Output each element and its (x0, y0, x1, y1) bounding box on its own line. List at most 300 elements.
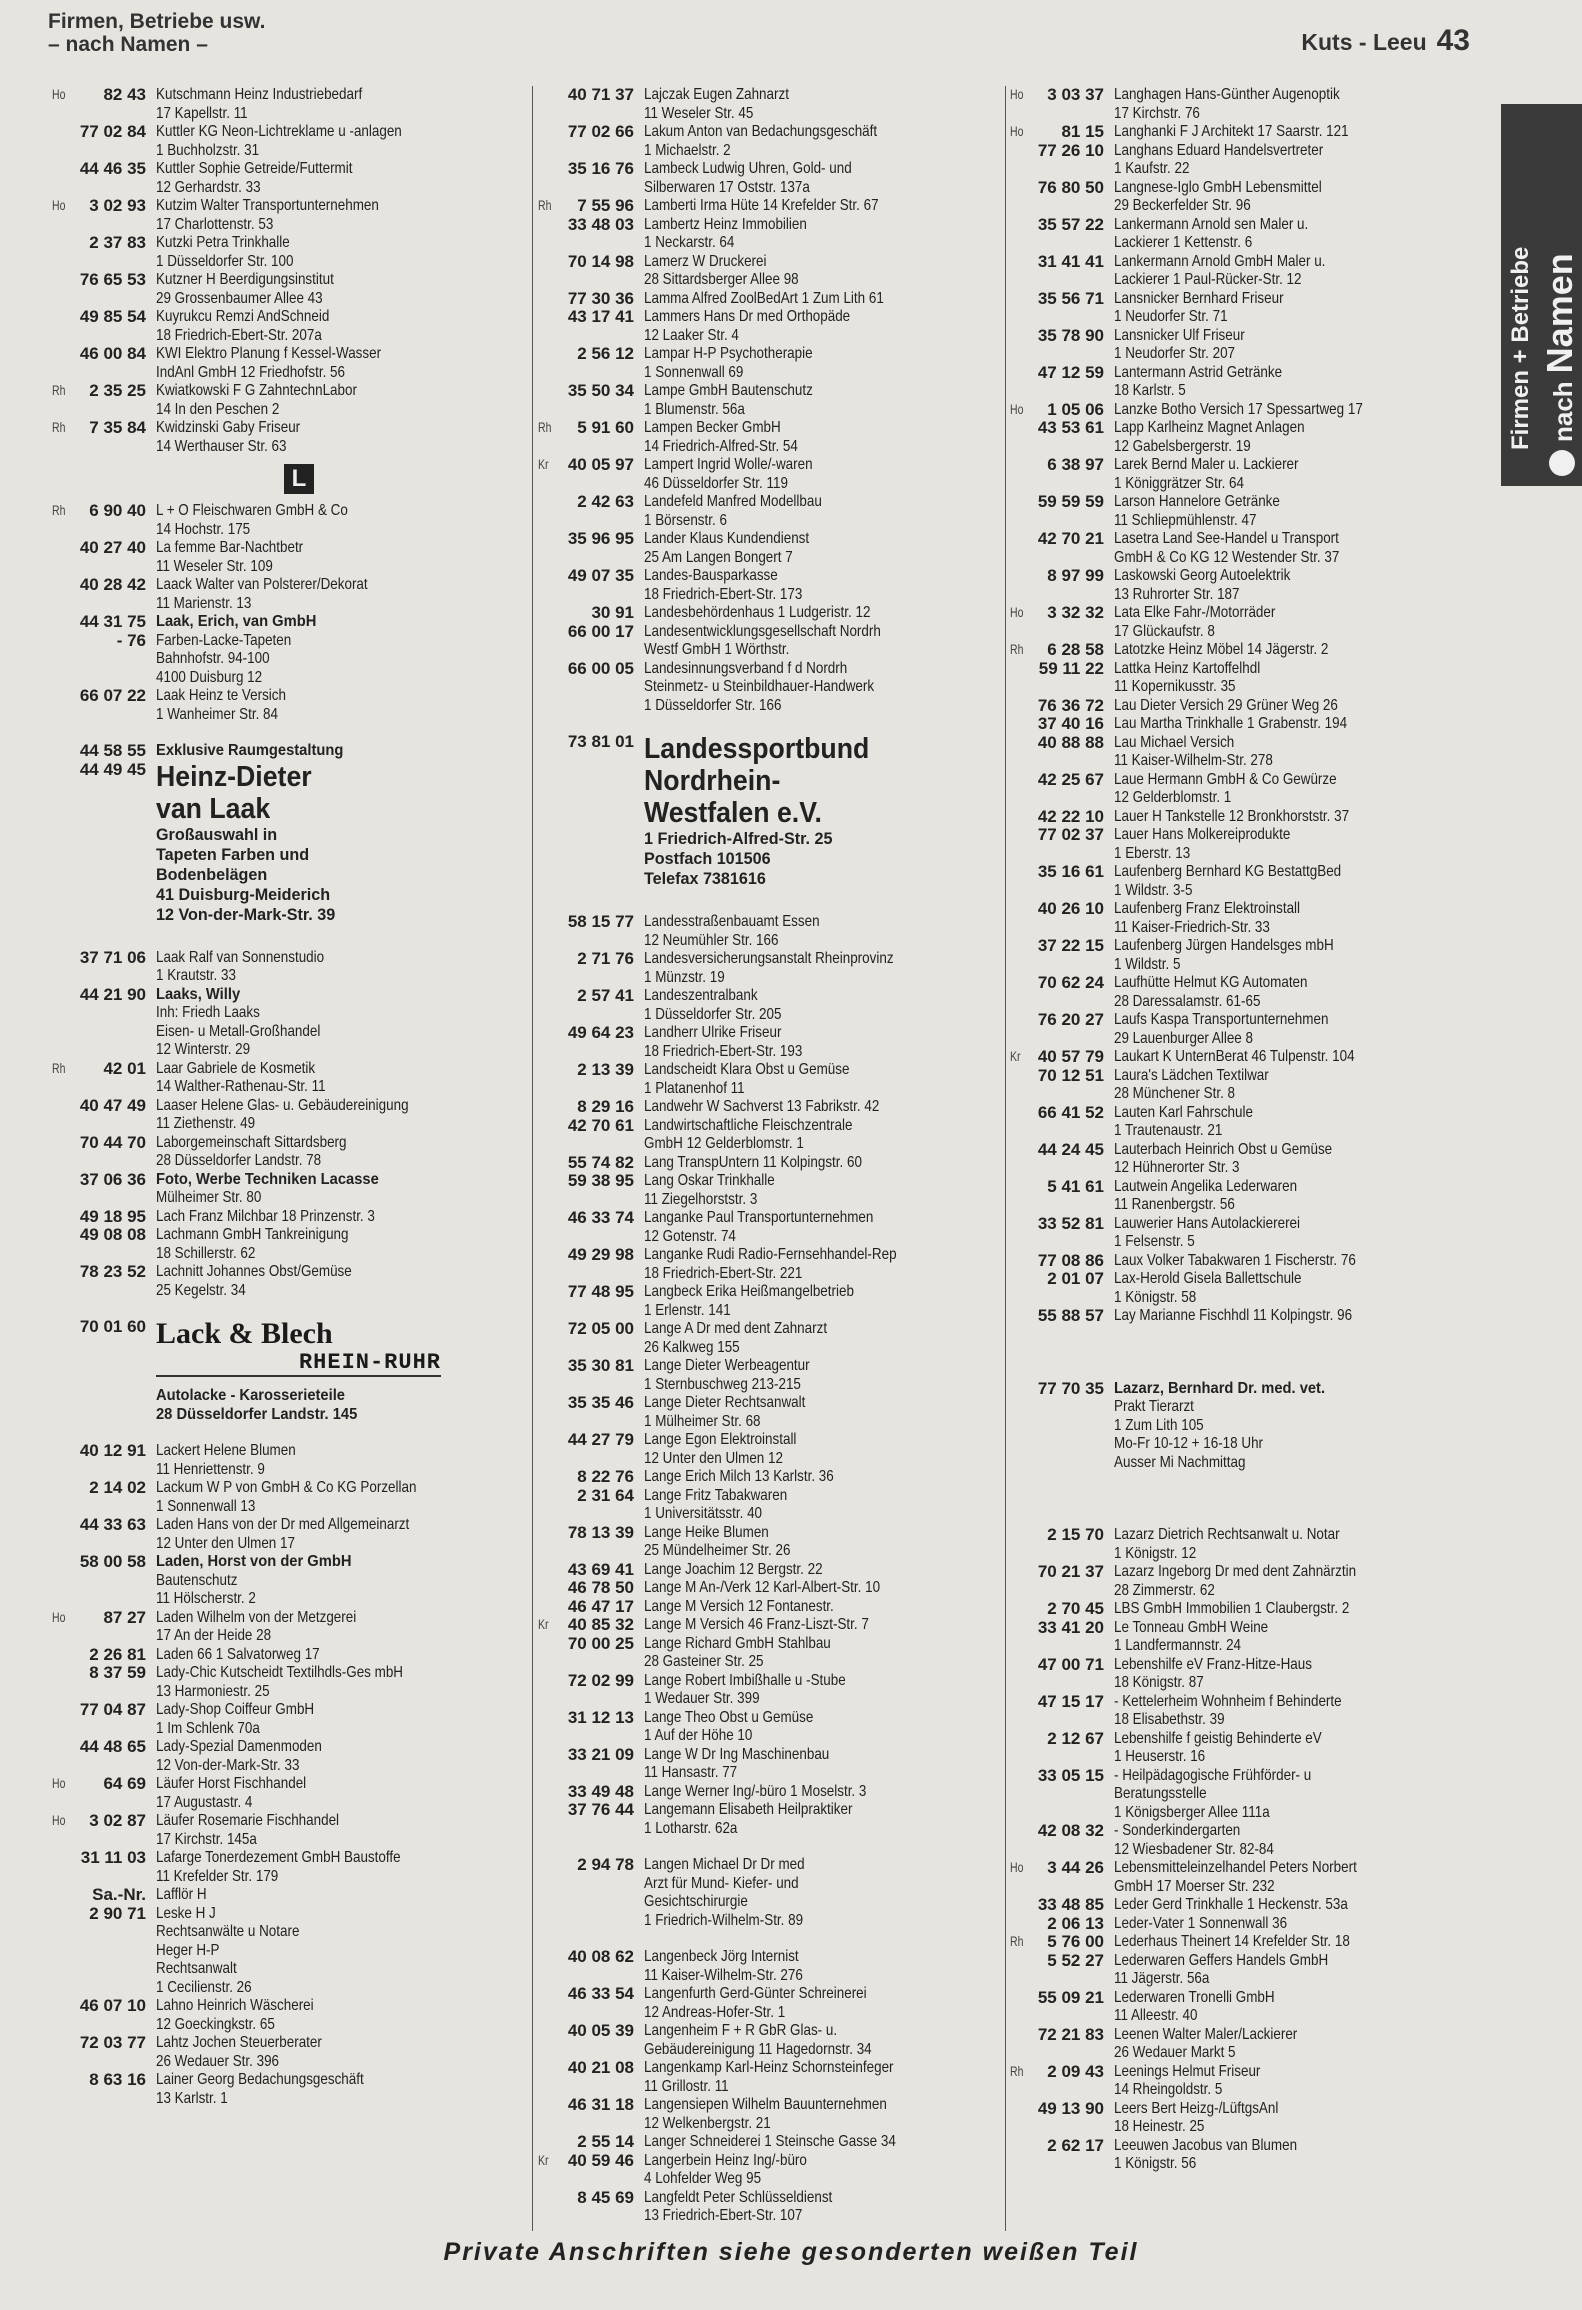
entry-detail: 25 Kegelstr. 34 (156, 1281, 246, 1299)
entry-detail: Bahnhofstr. 94-100 (156, 650, 270, 667)
entry-detail: 13 Harmoniestr. 25 (156, 1682, 270, 1700)
phone-number: 44 33 63 (79, 1515, 146, 1534)
directory-entry (538, 290, 998, 309)
entry-body (156, 1516, 522, 1553)
entry-detail: 12 Andreas-Hofer-Str. 1 (644, 2003, 786, 2021)
directory-entry (1010, 1178, 1490, 1215)
phone-number: 66 00 17 (567, 621, 634, 641)
directory-entry (538, 2189, 998, 2226)
entry-detail: 12 Gelderblomstr. 1 (1114, 789, 1232, 806)
entry-name: Langbeck Erika Heißmangelbetrieb (644, 1283, 854, 1300)
phone-number: 72 02 99 (567, 1670, 634, 1690)
entry-detail: 25 Mündelheimer Str. 26 (644, 1542, 791, 1559)
entry-body (644, 913, 998, 950)
entry-body (644, 253, 998, 290)
entry-detail: 11 Weseler Str. 109 (156, 557, 273, 575)
entry-body (1114, 2100, 1490, 2137)
spacer (538, 1838, 998, 1856)
entry-detail: 26 Kalkweg 155 (644, 1338, 740, 1356)
section-tab-nach: nach (1548, 381, 1578, 442)
entry-name: Langenkamp Karl-Heinz Schornsteinfeger (644, 2059, 894, 2076)
phone-number: 2 56 12 (577, 344, 634, 363)
phone-number: 76 80 50 (1037, 177, 1104, 197)
directory-entry (52, 1171, 522, 1208)
entry-detail: 1 Trautenaustr. 21 (1114, 1122, 1223, 1139)
entry-name: Laak Heinz te Versich (156, 687, 286, 704)
phone-number: 43 53 61 (1037, 418, 1104, 437)
entry-body (644, 216, 998, 253)
phone-number: 77 02 66 (567, 122, 634, 141)
entry-detail: 17 Kapellstr. 11 (156, 104, 248, 122)
entry-detail: 1 Königstr. 56 (1114, 2155, 1197, 2172)
directory-entry (1010, 86, 1490, 123)
entry-detail: 12 Gotenstr. 74 (644, 1227, 736, 1245)
phone-number: 33 21 09 (567, 1744, 634, 1764)
phone-number: 82 43 (103, 85, 146, 104)
entry-name: Lange Dieter Werbeagentur (644, 1357, 810, 1374)
entry-body (644, 1117, 998, 1154)
entry-body (156, 382, 522, 419)
entry-name: Leeuwen Jacobus van Blumen (1114, 2136, 1298, 2154)
entry-body (1114, 660, 1490, 697)
entry-detail: 18 Königstr. 87 (1114, 1674, 1204, 1691)
entry-name: Lay Marianne Fischhdl 11 Kolpingstr. 96 (1114, 1307, 1353, 1324)
entry-name: Laufenberg Jürgen Handelsges mbH (1114, 937, 1334, 954)
district-code: Ho (1010, 1859, 1024, 1875)
directory-entry (538, 419, 998, 456)
district-code: Ho (52, 197, 66, 213)
entry-name: Lansnicker Bernhard Friseur (1114, 289, 1284, 307)
phone-number: 49 07 35 (567, 566, 634, 585)
entry-name: Landesinnungsverband f d Nordrh (644, 659, 848, 677)
entry-detail: 1 Neckarstr. 64 (644, 234, 735, 251)
entry-name: Langen Michael Dr Dr med (644, 1856, 805, 1873)
entry-body (644, 1061, 998, 1098)
entry-detail: 11 Alleestr. 40 (1114, 2007, 1198, 2024)
phone-number: 49 18 95 (79, 1206, 146, 1226)
entry-detail: 18 Heinestr. 25 (1114, 2118, 1205, 2135)
entry-body (156, 234, 522, 271)
phone-number: 70 14 98 (567, 251, 634, 271)
entry-body (644, 2189, 998, 2226)
directory-entry (538, 1672, 998, 1709)
section-tab-namen: Namen (1539, 253, 1580, 374)
directory-entry (1010, 1600, 1490, 1619)
entry-name: Lattka Heinz Kartoffelhdl (1114, 659, 1261, 677)
directory-entry (52, 1701, 522, 1738)
phone-number: 2 70 45 (1047, 1599, 1104, 1618)
entry-body (644, 308, 998, 345)
entry-detail: 18 Friedrich-Ebert-Str. 193 (644, 1042, 803, 1060)
page-number: 43 (1436, 24, 1470, 57)
entry-name: Kutschmann Heinz Industriebedarf (156, 86, 363, 103)
entry-body (156, 1060, 522, 1097)
phone-number: 2 42 63 (577, 492, 634, 511)
phone-number: 77 08 86 (1037, 1250, 1104, 1270)
entry-body (644, 1635, 998, 1672)
entry-detail: 14 Werthauser Str. 63 (156, 437, 287, 455)
directory-entry (538, 123, 998, 160)
phone-number: 2 31 64 (577, 1485, 634, 1505)
district-code: Rh (52, 1059, 66, 1076)
entry-name: Lange Theo Obst u Gemüse (644, 1708, 814, 1726)
entry-detail: 28 Münchener Str. 8 (1114, 1085, 1236, 1102)
entry-body (644, 950, 998, 987)
entry-name: Laak, Erich, van GmbH (156, 613, 317, 630)
directory-entry (1010, 1011, 1490, 1048)
entry-body (1114, 734, 1490, 771)
entry-detail: 12 Gabelsbergerstr. 19 (1114, 437, 1251, 455)
entry-name: Lange Dieter Rechtsanwalt (644, 1394, 806, 1411)
directory-entry (52, 308, 522, 345)
entry-name: KWI Elektro Planung f Kessel-Wasser (156, 345, 382, 362)
entry-body (156, 1318, 522, 1424)
entry-body (644, 1431, 998, 1468)
entry-detail: 46 Düsseldorfer Str. 119 (644, 474, 788, 492)
district-code: Rh (538, 419, 552, 435)
page-range: Kuts - Leeu (1301, 29, 1427, 55)
entry-body (1114, 1896, 1490, 1915)
entry-detail: Gebäudereinigung 11 Hagedornstr. 34 (644, 2040, 872, 2058)
entry-name: Landesbehördenhaus 1 Ludgeristr. 12 (644, 604, 871, 621)
directory-entry (538, 1985, 998, 2022)
entry-detail: 26 Wedauer Str. 396 (156, 2052, 280, 2070)
district-code: Rh (1010, 2062, 1024, 2079)
directory-entry (1010, 715, 1490, 734)
phone-number: 37 22 15 (1037, 936, 1104, 955)
entry-name: Larek Bernd Maler u. Lackierer (1114, 456, 1299, 473)
directory-entry (538, 623, 998, 660)
directory-entry (1010, 1215, 1490, 1252)
directory-entry (1010, 1730, 1490, 1767)
entry-name: Langer Schneiderei 1 Steinsche Gasse 34 (644, 2133, 896, 2150)
directory-entry (538, 1098, 998, 1117)
entry-body (1114, 2063, 1490, 2100)
entry-name: Läufer Rosemarie Fischhandel (156, 1812, 340, 1829)
directory-entry (1010, 2100, 1490, 2137)
entry-detail: 1 Michaelstr. 2 (644, 141, 731, 159)
entry-detail: Beratungsstelle (1114, 1785, 1207, 1802)
header-category: Firmen, Betriebe usw. (48, 10, 266, 33)
directory-column-2 (538, 86, 998, 2226)
spacer (52, 724, 522, 742)
phone-number: 46 07 10 (79, 1996, 146, 2015)
directory-entry (1010, 179, 1490, 216)
directory-entry (538, 2059, 998, 2096)
entry-detail: 1 Krautstr. 33 (156, 967, 236, 984)
logo-text: Lack & Blech (156, 1317, 333, 1350)
entry-detail: 11 Marienstr. 13 (156, 594, 252, 612)
entry-name: Landwehr W Sachverst 13 Fabrikstr. 42 (644, 1098, 880, 1115)
entry-detail: Tapeten Farben und (156, 844, 310, 864)
directory-entry (1010, 1822, 1490, 1859)
district-code: Kr (538, 456, 549, 472)
directory-entry (538, 1487, 998, 1524)
phone-number: 44 24 45 (1037, 1139, 1104, 1159)
entry-detail: 1 Blumenstr. 56a (644, 400, 745, 418)
entry-name: Lauterbach Heinrich Obst u Gemüse (1114, 1140, 1333, 1158)
directory-entry (1010, 1104, 1490, 1141)
phone-number: 55 74 82 (567, 1152, 634, 1172)
entry-name: Lahtz Jochen Steuerberater (156, 2034, 322, 2051)
entry-name: Laufenberg Bernhard KG BestattgBed (1114, 863, 1342, 880)
directory-entry (538, 86, 998, 123)
header-subcategory: – nach Namen – (48, 33, 208, 56)
entry-detail: 1 Börsenstr. 6 (644, 511, 727, 529)
entry-name: LBS GmbH Immobilien 1 Claubergstr. 2 (1114, 1600, 1350, 1617)
phone-number: 35 57 22 (1037, 214, 1104, 234)
phone-number: 42 25 67 (1037, 769, 1104, 789)
entry-name: Lange Richard GmbH Stahlbau (644, 1634, 831, 1652)
directory-entry (52, 1208, 522, 1227)
entry-name: Lamerz W Druckerei (644, 252, 767, 270)
directory-entry (1010, 641, 1490, 660)
entry-body (1114, 1952, 1490, 1989)
directory-entry (52, 1664, 522, 1701)
directory-entry (1010, 771, 1490, 808)
entry-body (156, 1849, 522, 1886)
phone-number: 3 02 93 (89, 196, 146, 215)
entry-name: Lau Martha Trinkhalle 1 Grabenstr. 194 (1114, 715, 1348, 732)
entry-body (156, 1664, 522, 1701)
phone-number: 37 76 44 (567, 1800, 634, 1819)
entry-body (1114, 1526, 1490, 1563)
entry-name: Lampar H-P Psychotherapie (644, 345, 813, 362)
phone-number: 40 28 42 (79, 575, 146, 594)
entry-name: Lang Oskar Trinkhalle (644, 1172, 775, 1189)
entry-name: Kuttler KG Neon-Lichtreklame u -anlagen (156, 123, 402, 140)
entry-name: Lantermann Astrid Getränke (1114, 363, 1283, 381)
district-code: Ho (1010, 604, 1024, 620)
directory-entry (52, 345, 522, 382)
entry-name: Läufer Horst Fischhandel (156, 1775, 307, 1792)
directory-entry (52, 742, 522, 761)
directory-entry (1010, 530, 1490, 567)
entry-body (1114, 493, 1490, 530)
directory-entry (1010, 1563, 1490, 1600)
directory-entry (538, 1172, 998, 1209)
entry-body (644, 1948, 998, 1985)
entry-name: Kuttler Sophie Getreide/Futtermit (156, 160, 353, 177)
phone-number: 66 41 52 (1037, 1102, 1104, 1122)
entry-name: Leenen Walter Maler/Lackierer (1114, 2025, 1298, 2043)
entry-body (644, 1672, 998, 1709)
entry-detail: 25 Am Langen Bongert 7 (644, 548, 793, 566)
entry-detail: Telefax 7381616 (644, 869, 766, 888)
directory-entry (538, 1394, 998, 1431)
entry-name: Lampe GmbH Bautenschutz (644, 382, 813, 399)
entry-detail: 1 Münzstr. 19 (644, 968, 725, 986)
directory-entry (1010, 1526, 1490, 1563)
entry-body (644, 2059, 998, 2096)
entry-detail: 12 Von-der-Mark-Str. 39 (156, 904, 336, 924)
directory-entry (538, 2152, 998, 2189)
entry-name: Lange Werner Ing/-büro 1 Moselstr. 3 (644, 1782, 867, 1800)
directory-entry (1010, 900, 1490, 937)
entry-detail: 11 Kaiser-Wilhelm-Str. 278 (1114, 752, 1273, 769)
phone-number: 30 91 (591, 603, 634, 622)
directory-entry (1010, 937, 1490, 974)
entry-name: Laden Wilhelm von der Metzgerei (156, 1608, 357, 1626)
entry-name: Lachnitt Johannes Obst/Gemüse (156, 1263, 352, 1280)
entry-body (1114, 900, 1490, 937)
phone-number: 2 55 14 (577, 2132, 634, 2151)
directory-entry (538, 197, 998, 216)
directory-entry (538, 308, 998, 345)
directory-entry (1010, 974, 1490, 1011)
directory-entry (538, 1616, 998, 1635)
directory-entry (538, 1246, 998, 1283)
entry-body (644, 623, 998, 660)
phone-number: 58 15 77 (567, 912, 634, 931)
directory-entry (1010, 327, 1490, 364)
entry-detail: 1 Königsberger Allee 111a (1114, 1803, 1270, 1821)
directory-entry (52, 123, 522, 160)
entry-detail: 14 In den Peschen 2 (156, 400, 280, 418)
entry-name: Lau Dieter Versich 29 Grüner Weg 26 (1114, 696, 1338, 714)
entry-detail: 11 Krefelder Str. 179 (156, 1867, 279, 1885)
entry-name: Lax-Herold Gisela Ballettschule (1114, 1270, 1302, 1287)
entry-detail: 26 Wedauer Markt 5 (1114, 2044, 1236, 2061)
entry-body (1114, 364, 1490, 401)
entry-detail: 29 Grossenbaumer Allee 43 (156, 289, 323, 307)
entry-detail: 18 Friedrich-Ebert-Str. 221 (644, 1264, 803, 1282)
entry-body (156, 761, 522, 925)
directory-entry (52, 1849, 522, 1886)
directory-entry (538, 1783, 998, 1802)
entry-name: Kwidzinski Gaby Friseur (156, 419, 301, 436)
phone-number: 49 08 08 (79, 1225, 146, 1244)
entry-body (1114, 974, 1490, 1011)
entry-name: - Heilpädagogische Frühförder- u (1114, 1766, 1312, 1784)
entry-name: La femme Bar-Nachtbetr (156, 539, 304, 556)
phone-number: 59 38 95 (567, 1171, 634, 1190)
phone-number: 76 36 72 (1037, 695, 1104, 715)
entry-detail: 1 Erlenstr. 141 (644, 1301, 731, 1319)
entry-body (1114, 1600, 1490, 1619)
entry-name: Langenfurth Gerd-Günter Schreinerei (644, 1985, 867, 2002)
entry-body (644, 419, 998, 456)
entry-body (156, 345, 522, 382)
directory-entry (52, 1097, 522, 1134)
entry-name: Lange M Versich 12 Fontanestr. (644, 1597, 834, 1615)
phone-number: 37 40 16 (1037, 714, 1104, 733)
entry-body (156, 197, 522, 234)
entry-detail: Mülheimer Str. 80 (156, 1189, 262, 1206)
entry-detail: 12 Goeckingkstr. 65 (156, 2015, 275, 2033)
entry-body (644, 160, 998, 197)
entry-name: Foto, Werbe Techniken Lacasse (156, 1170, 379, 1188)
phone-number: 47 12 59 (1037, 362, 1104, 382)
entry-body (1114, 715, 1490, 734)
entry-name: Exklusive Raumgestaltung (156, 742, 344, 759)
entry-body (1114, 697, 1490, 716)
phone-number: 5 41 61 (1047, 1176, 1104, 1196)
entry-name: Lansnicker Ulf Friseur (1114, 326, 1245, 344)
entry-detail: 4100 Duisburg 12 (156, 668, 263, 686)
phone-number: 46 00 84 (79, 344, 146, 363)
entry-detail: 14 Rheingoldstr. 5 (1114, 2081, 1223, 2098)
entry-body (644, 1985, 998, 2022)
entry-detail: 12 Laaker Str. 4 (644, 326, 739, 344)
entry-detail: 11 Schliepmühlenstr. 47 (1114, 511, 1257, 529)
entry-body (644, 604, 998, 623)
directory-entry (1010, 567, 1490, 604)
entry-detail: 12 Unter den Ulmen 12 (644, 1449, 783, 1467)
directory-entry (1010, 1693, 1490, 1730)
entry-body (156, 1812, 522, 1849)
directory-entry (1010, 604, 1490, 641)
directory-entry (1010, 2063, 1490, 2100)
directory-entry (538, 567, 998, 604)
entry-name: Lau Michael Versich (1114, 733, 1235, 751)
entry-name: Lampen Becker GmbH (644, 419, 781, 436)
entry-detail: 11 Hölscherstr. 2 (156, 1590, 256, 1607)
entry-name: Lackert Helene Blumen (156, 1442, 296, 1459)
entry-name: Lankermann Arnold sen Maler u. (1114, 215, 1309, 233)
directory-entry (538, 253, 998, 290)
directory-entry (1010, 826, 1490, 863)
phone-number: 40 71 37 (567, 85, 634, 104)
entry-body (1114, 1380, 1490, 1473)
logo-text: RHEIN-RUHR (156, 1350, 441, 1377)
directory-entry (538, 1561, 998, 1580)
entry-detail: 1 Neudorfer Str. 71 (1114, 308, 1228, 325)
entry-name: Landscheidt Klara Obst u Gemüse (644, 1061, 850, 1078)
entry-detail: 1 Sonnenwall 13 (156, 1497, 256, 1515)
entry-name: Lange Heike Blumen (644, 1523, 769, 1541)
entry-detail: 1 Mülheimer Str. 68 (644, 1412, 761, 1430)
directory-entry (52, 1318, 522, 1424)
entry-name: Lady-Chic Kutscheidt Textilhdls-Ges mbH (156, 1664, 403, 1681)
entry-name: Lange Joachim 12 Bergstr. 22 (644, 1560, 823, 1578)
entry-body (644, 456, 998, 493)
entry-body (644, 1616, 998, 1635)
entry-name: Lambertz Heinz Immobilien (644, 215, 807, 233)
phone-number: 40 27 40 (79, 538, 146, 557)
entry-body (156, 576, 522, 613)
directory-entry (52, 1997, 522, 2034)
directory-entry (1010, 401, 1490, 420)
entry-detail: Ausser Mi Nachmittag (1114, 1453, 1246, 1471)
phone-number: 33 48 85 (1037, 1895, 1104, 1914)
directory-entry (538, 216, 998, 253)
district-code: Ho (1010, 400, 1024, 417)
entry-body (156, 1775, 522, 1812)
phone-number: 42 70 61 (567, 1115, 634, 1135)
entry-detail: 1 Platanenhof 11 (644, 1079, 745, 1097)
entry-body (644, 1783, 998, 1802)
directory-entry (538, 950, 998, 987)
directory-entry (1010, 1619, 1490, 1656)
entry-name: Laden 66 1 Salvatorweg 17 (156, 1645, 320, 1663)
directory-entry (1010, 1656, 1490, 1693)
entry-detail: 17 Charlottenstr. 53 (156, 215, 274, 233)
directory-entry (52, 2071, 522, 2108)
directory-entry (52, 234, 522, 271)
phone-number: 58 00 58 (79, 1552, 146, 1571)
entry-detail: Heger H-P (156, 1941, 220, 1959)
entry-body (644, 733, 998, 889)
directory-entry (538, 382, 998, 419)
entry-body (156, 539, 522, 576)
entry-name: Kutzim Walter Transportunternehmen (156, 197, 379, 214)
entry-detail: Großauswahl in (156, 824, 278, 844)
entry-headline: Landessportbund (644, 733, 870, 765)
phone-number: 35 16 61 (1037, 862, 1104, 881)
entry-detail: 11 Henriettenstr. 9 (156, 1460, 265, 1478)
entry-body (1114, 1178, 1490, 1215)
